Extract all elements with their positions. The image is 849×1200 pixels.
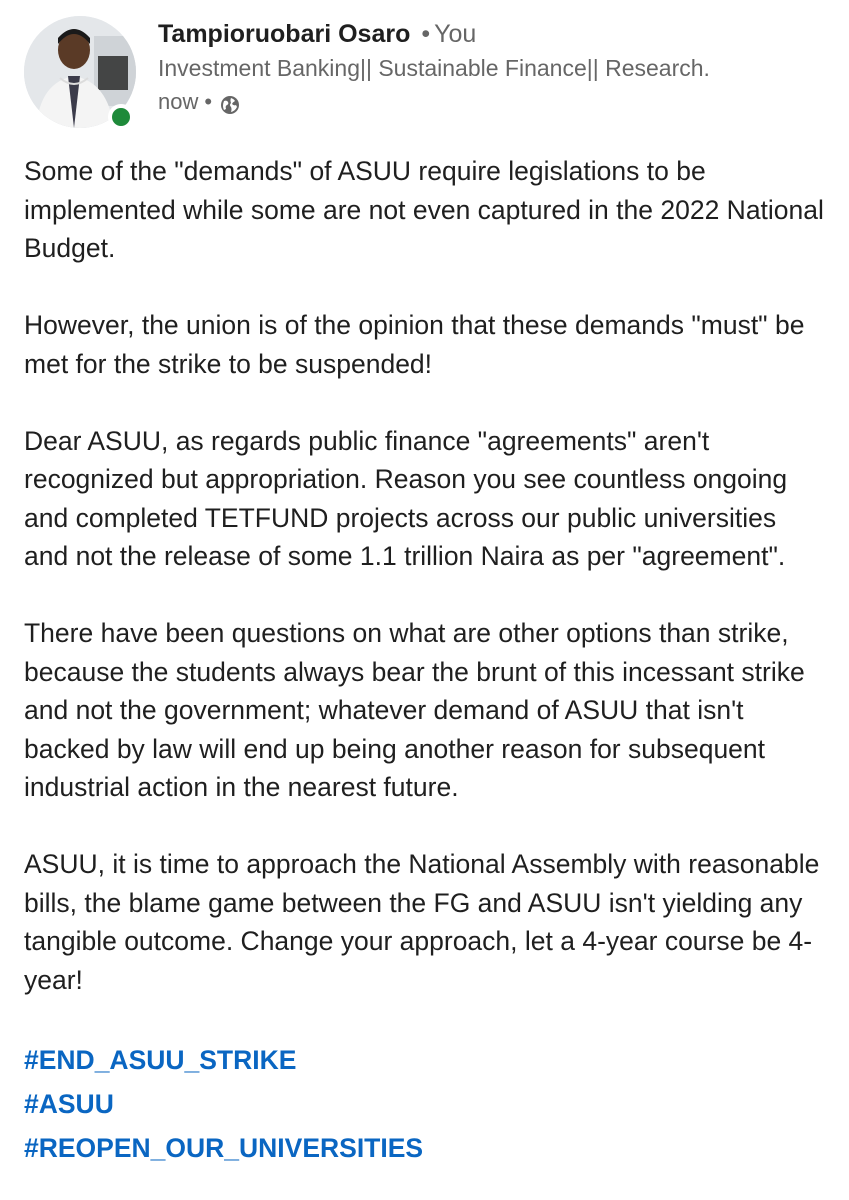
post-paragraph: However, the union is of the opinion that these demands "must" be met for the strike to be suspended! bbox=[24, 310, 805, 379]
author-avatar[interactable] bbox=[24, 16, 140, 132]
separator-dot: • bbox=[204, 89, 213, 114]
hashtag-link[interactable]: #ASUU bbox=[24, 1088, 114, 1119]
post-header bbox=[24, 12, 824, 130]
author-headline: Investment Banking|| Sustainable Finance|| Research. bbox=[158, 55, 710, 81]
post-paragraph: ASUU, it is time to approach the National Assembly with reasonable bills, the blame game between the FG and ASUU isn't yielding any tangible outcome. Change your approach, let a 4-year course be 4-year! bbox=[24, 849, 820, 995]
globe-icon bbox=[220, 92, 240, 112]
hashtag-link[interactable]: #END_ASUU_STRIKE bbox=[24, 1044, 297, 1075]
hashtag-list bbox=[24, 1038, 824, 1170]
post-paragraph: There have been questions on what are other options than strike, because the students always bear the brunt of this incessant strike and not the government; whatever demand of ASUU that isn't backed by law will end up being another reason for subsequent industrial action in the nearest future. bbox=[24, 618, 805, 802]
post-body bbox=[24, 152, 824, 1170]
post-timestamp: now bbox=[158, 89, 199, 114]
author-name-line bbox=[158, 18, 818, 50]
post-meta bbox=[158, 86, 818, 118]
relation-label: You bbox=[434, 20, 477, 48]
post-paragraph: Some of the "demands" of ASUU require legislations to be implemented while some are not even captured in the 2022 National Budget. bbox=[24, 156, 824, 263]
online-status-indicator bbox=[108, 104, 134, 130]
hashtag-link[interactable]: #REOPEN_OUR_UNIVERSITIES bbox=[24, 1132, 424, 1163]
author-name[interactable]: Tampioruobari Osaro bbox=[158, 20, 411, 48]
post-paragraph: Dear ASUU, as regards public finance "agreements" aren't recognized but appropriation. Reason you see countless ongoing and completed TETFUND projects across our public universities and not the release of some 1.1 trillion Naira as per "agreement". bbox=[24, 425, 788, 571]
author-info bbox=[158, 18, 818, 118]
separator-dot: • bbox=[421, 20, 431, 48]
